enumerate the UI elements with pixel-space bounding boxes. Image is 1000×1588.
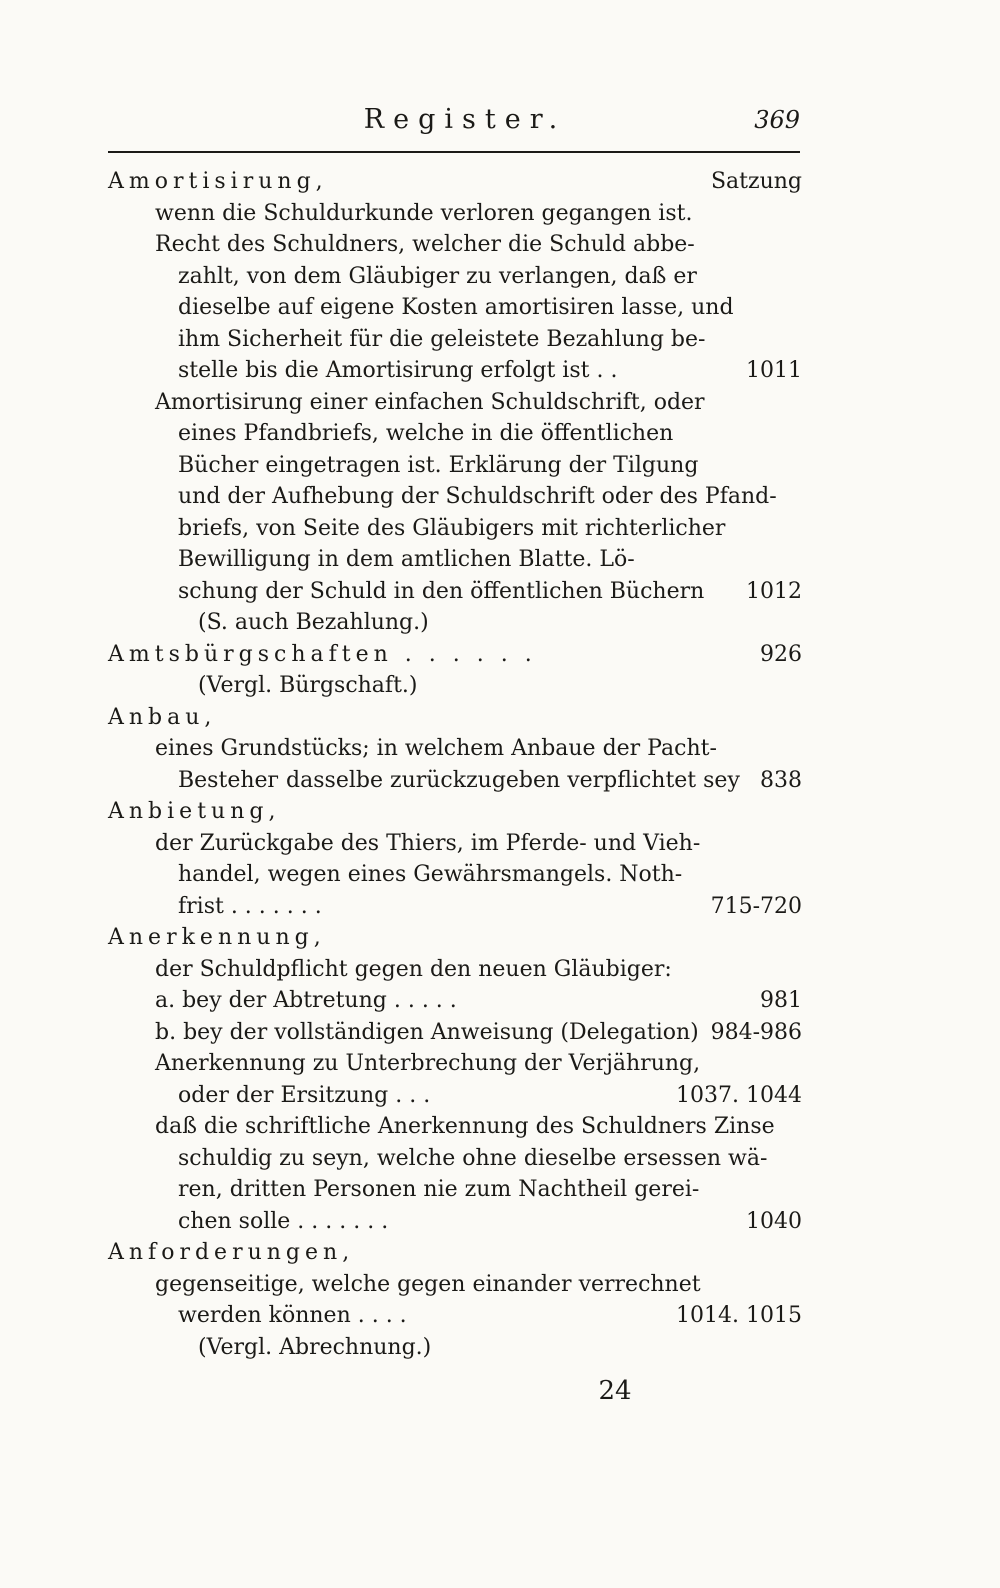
entry-text: Recht des Schuldners, welcher die Schuld abbe- [155,232,695,257]
register-line [0,985,1000,1017]
entry-text: (Vergl. Bürgschaft.) [198,673,418,698]
entry-text: schuldig zu seyn, welche ohne dieselbe ersessen wä- [178,1145,768,1171]
register-line [0,355,1000,387]
entry-text: b. bey der vollständigen Anweisung (Delegation) [155,1019,699,1045]
register-line [0,607,1000,639]
register-headword-line [0,922,1000,954]
register-entries [0,166,1000,1363]
headword-text: Anbau, [108,704,217,730]
entry-text: ren, dritten Personen nie zum Nachtheil gerei- [178,1177,700,1202]
section-reference: 1040 [746,1208,802,1234]
entry-text: frist . . . . . . . [178,893,322,919]
register-line [0,1111,1000,1143]
section-reference: Satzung [710,169,802,194]
register-line [0,1206,1000,1238]
entry-text: Anerkennung zu Unterbrechung der Verjährung, [155,1051,701,1076]
register-line [0,1017,1000,1049]
running-header-title: Register. [363,104,567,135]
register-line [0,261,1000,293]
entry-text: schung der Schuld in den öffentlichen Büchern [178,578,705,604]
entry-text: der Zurückgabe des Thiers, im Pferde- und Vieh- [155,830,701,856]
register-line [0,733,1000,765]
register-line [0,324,1000,356]
register-line [0,1048,1000,1080]
register-line [0,576,1000,608]
entry-text: daß die schriftliche Anerkennung des Schuldners Zinse [155,1114,775,1139]
section-reference: 1014. 1015 [676,1303,802,1328]
section-reference: 1012 [746,578,802,604]
register-line [0,828,1000,860]
register-line [0,765,1000,797]
register-line [0,513,1000,545]
entry-text: oder der Ersitzung . . . [178,1082,431,1108]
entry-text: eines Pfandbriefs, welche in die öffentlichen [178,421,674,446]
entry-text: (S. auch Bezahlung.) [198,610,429,635]
signature-mark: 24 [598,1376,632,1406]
register-line [0,1174,1000,1206]
entry-text: briefs, von Seite des Gläubigers mit richterlicher [178,515,726,541]
register-line [0,1080,1000,1112]
entry-text: a. bey der Abtretung . . . . . [155,988,457,1013]
section-reference: 981 [760,988,802,1013]
register-line [0,229,1000,261]
section-reference: 984-986 [710,1019,802,1045]
register-headword-line [0,166,1000,198]
register-line [0,1332,1000,1364]
register-line [0,418,1000,450]
register-line [0,292,1000,324]
entry-text: Bestehег dasselbe zurückzugeben verpflichtet sey [178,767,740,793]
section-reference: 1037. 1044 [676,1082,802,1108]
entry-text: zahlt, von dem Gläubiger zu verlangen, daß er [178,263,697,289]
entry-text: werden können . . . . [178,1303,407,1328]
entry-text: Amortisirung einer einfachen Schuldschrift, oder [155,389,705,415]
register-line [0,891,1000,923]
entry-text: stelle bis die Amortisirung erfolgt ist . . [178,358,618,383]
register-line [0,387,1000,419]
entry-text: eines Grundstücks; in welchem Anbaue der Pacht- [155,736,717,761]
register-line [0,481,1000,513]
entry-text: ihm Sicherheit für die geleistete Bezahlung be- [178,326,706,352]
entry-text: chen solle . . . . . . . [178,1208,389,1234]
register-line [0,1300,1000,1332]
entry-text: Bücher eingetragen ist. Erklärung der Tilgung [178,452,699,478]
register-line [0,859,1000,891]
entry-text: (Vergl. Abrechnung.) [198,1334,432,1360]
headword-text: Anforderungen, [108,1240,355,1265]
register-line [0,450,1000,482]
headword-text: Amortisirung, [108,169,328,194]
register-headword-line [0,1237,1000,1269]
entry-text: der Schuldpflicht gegen den neuen Gläubiger: [155,956,672,982]
entry-text: gegenseitige, welche gegen einander verrechnet [155,1271,701,1297]
headword-text: Anerkennung, [108,925,326,950]
header-rule [108,151,800,153]
section-reference: 715-720 [710,893,802,919]
page-number: 369 [754,106,800,134]
entry-text: Bewilligung in dem amtlichen Blatte. Lö- [178,547,635,572]
register-headword-line [0,702,1000,734]
register-line [0,954,1000,986]
register-line [0,198,1000,230]
headword-text: Anbietung, [108,799,281,824]
section-reference: 838 [760,767,802,793]
register-line [0,670,1000,702]
register-line [0,544,1000,576]
section-reference: 1011 [746,358,802,383]
register-headword-line [0,796,1000,828]
section-reference: 926 [760,641,802,667]
entry-text: und der Aufhebung der Schuldschrift oder des Pfand- [178,484,777,509]
headword-text: Amtsbürgschaften . . . . . . [108,641,537,667]
entry-text: handel, wegen eines Gewährsmangels. Noth- [178,862,683,887]
entry-text: wenn die Schuldurkunde verloren gegangen ist. [155,200,693,226]
register-line [0,1269,1000,1301]
entry-text: dieselbe auf eigene Kosten amortisiren lasse, und [178,295,734,320]
register-headword-line [0,639,1000,671]
register-line [0,1143,1000,1175]
